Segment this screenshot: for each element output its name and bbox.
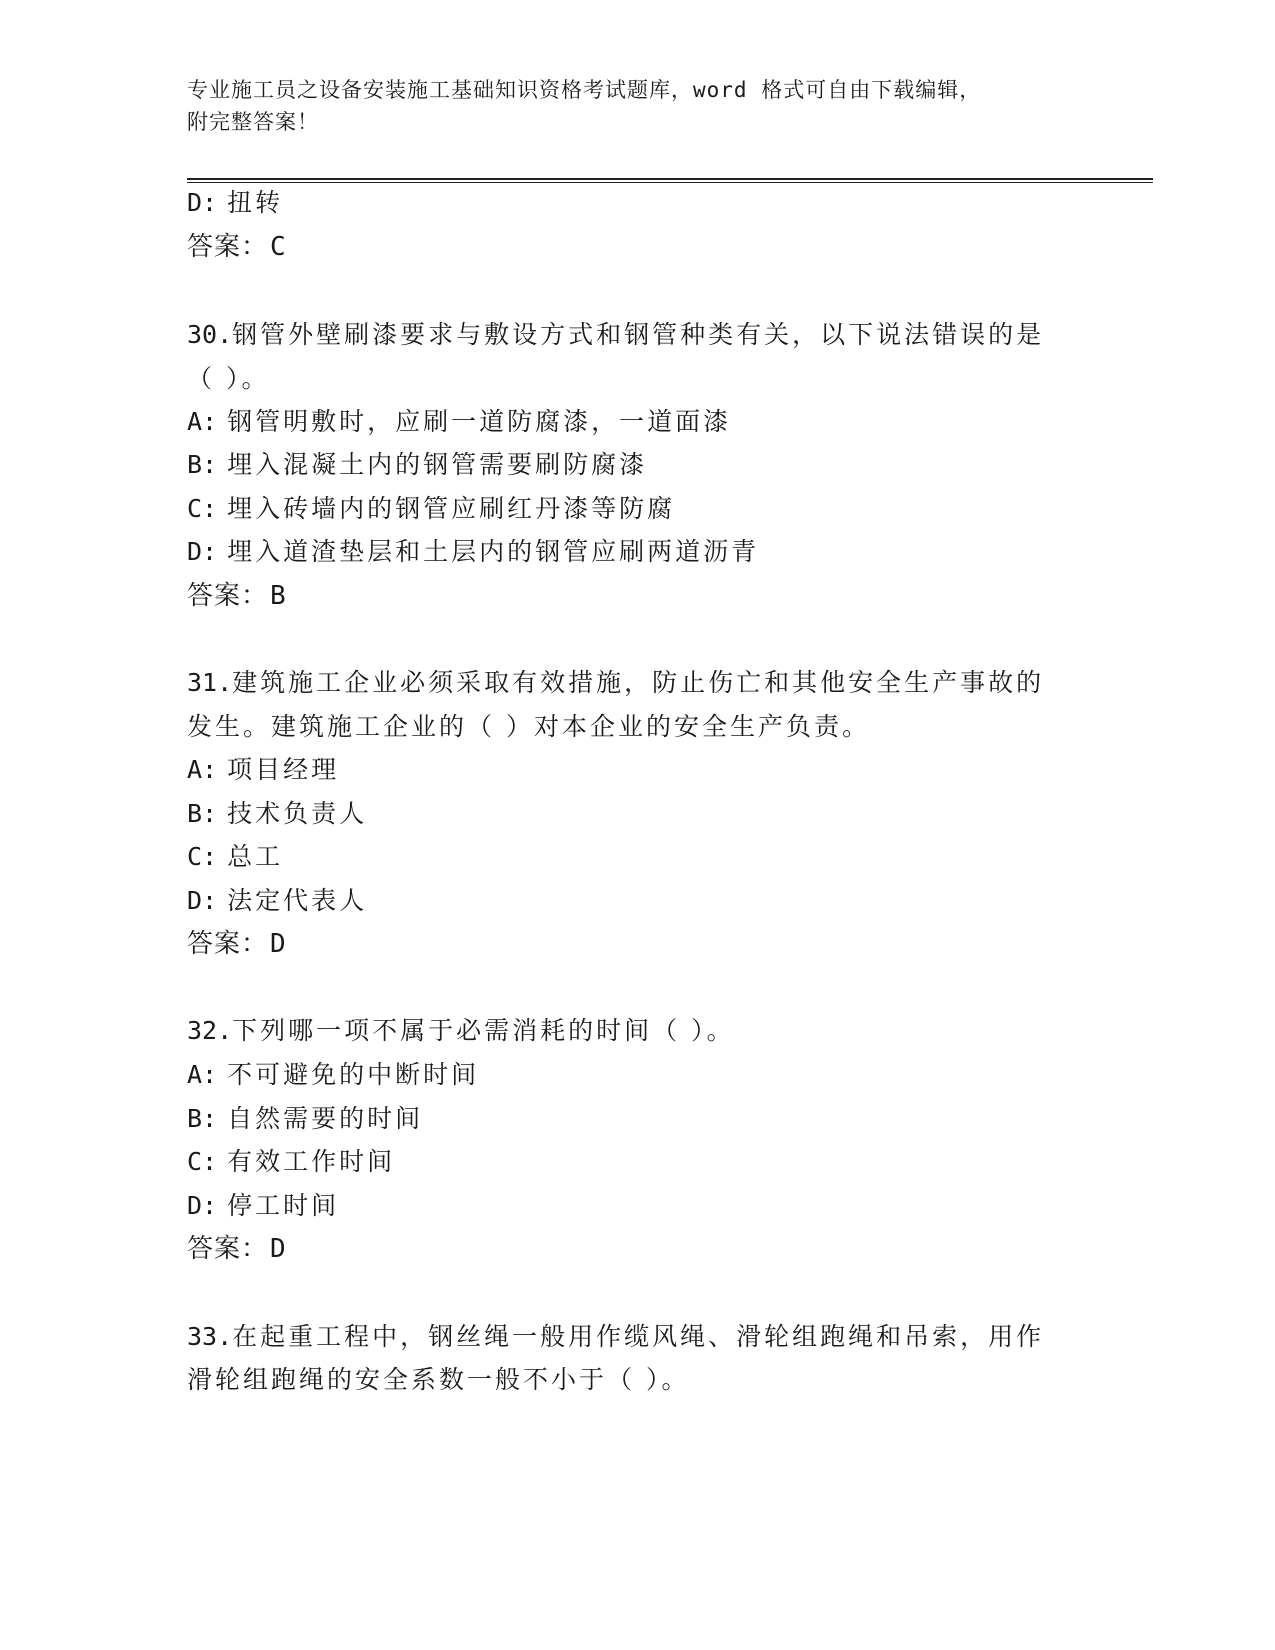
question-text: 在起重工程中，钢丝绳一般用作缆风绳、滑轮组跑绳和吊索，用作 [232, 1322, 1045, 1351]
option-tag: B: [187, 450, 218, 479]
answer-label: 答案： [187, 232, 269, 262]
option-b [187, 797, 367, 831]
option-text: 项目经理 [227, 755, 340, 784]
answer-label: 答案： [187, 1234, 269, 1264]
answer-value: D [270, 1234, 287, 1264]
answer-value: D [270, 929, 287, 959]
option-b [187, 448, 647, 482]
option-d [187, 535, 759, 569]
question-text: 下列哪一项不属于必需消耗的时间（ ）。 [232, 1016, 735, 1045]
option-tag: C: [187, 842, 218, 871]
option-d [187, 1189, 339, 1223]
option-d [187, 186, 283, 220]
option-tag: D: [187, 537, 218, 566]
question-31-line-2: 发生。建筑施工企业的（ ）对本企业的安全生产负责。 [187, 712, 870, 741]
option-text: 埋入混凝土内的钢管需要刷防腐漆 [227, 450, 648, 479]
answer-line [187, 927, 287, 961]
option-tag: A: [187, 407, 218, 436]
option-a [187, 1058, 479, 1092]
option-b [187, 1102, 423, 1136]
option-text: 法定代表人 [227, 886, 368, 915]
option-text: 钢管明敷时，应刷一道防腐漆，一道面漆 [227, 407, 732, 436]
answer-label: 答案： [187, 929, 269, 959]
option-tag: D: [187, 188, 218, 217]
option-text: 停工时间 [227, 1191, 340, 1220]
question-number: 31. [187, 668, 233, 697]
option-tag: A: [187, 1060, 218, 1089]
option-tag: D: [187, 1191, 218, 1220]
answer-line [187, 579, 287, 613]
option-c [187, 492, 675, 526]
answer-label: 答案： [187, 581, 269, 611]
option-a [187, 753, 339, 787]
option-text: 有效工作时间 [227, 1147, 396, 1176]
question-number: 30. [187, 320, 233, 349]
option-tag: C: [187, 494, 218, 523]
answer-value: C [270, 232, 287, 262]
question-32-line-1 [187, 1014, 735, 1048]
option-text: 总工 [227, 842, 284, 871]
header-line-2: 附完整答案！ [187, 110, 319, 134]
document-header [187, 74, 1067, 138]
option-d [187, 884, 367, 918]
option-tag: B: [187, 1104, 218, 1133]
answer-line [187, 1232, 287, 1266]
question-30-line-2: （ ）。 [187, 364, 270, 393]
answer-value: B [270, 581, 287, 611]
header-divider [187, 178, 1153, 183]
option-text: 技术负责人 [227, 799, 368, 828]
option-text: 不可避免的中断时间 [227, 1060, 480, 1089]
option-tag: B: [187, 799, 218, 828]
question-text: 钢管外壁刷漆要求与敷设方式和钢管种类有关，以下说法错误的是 [232, 320, 1045, 349]
question-number: 33. [187, 1322, 233, 1351]
question-30-line-1 [187, 318, 1044, 352]
option-text: 埋入道渣垫层和土层内的钢管应刷两道沥青 [227, 537, 760, 566]
option-tag: D: [187, 886, 218, 915]
option-text: 扭转 [227, 188, 284, 217]
header-line-1: 专业施工员之设备安装施工基础知识资格考试题库，word 格式可自由下载编辑， [187, 78, 982, 102]
option-tag: C: [187, 1147, 218, 1176]
question-31-line-1 [187, 666, 1044, 700]
option-tag: A: [187, 755, 218, 784]
question-text: 建筑施工企业必须采取有效措施，防止伤亡和其他安全生产事故的 [232, 668, 1045, 697]
option-a [187, 405, 731, 439]
option-c [187, 840, 283, 874]
option-text: 自然需要的时间 [227, 1104, 424, 1133]
option-text: 埋入砖墙内的钢管应刷红丹漆等防腐 [227, 494, 676, 523]
question-33-line-2: 滑轮组跑绳的安全系数一般不小于（ ）。 [187, 1365, 690, 1394]
answer-line [187, 230, 287, 264]
question-33-line-1 [187, 1320, 1044, 1354]
option-c [187, 1145, 395, 1179]
question-number: 32. [187, 1016, 233, 1045]
